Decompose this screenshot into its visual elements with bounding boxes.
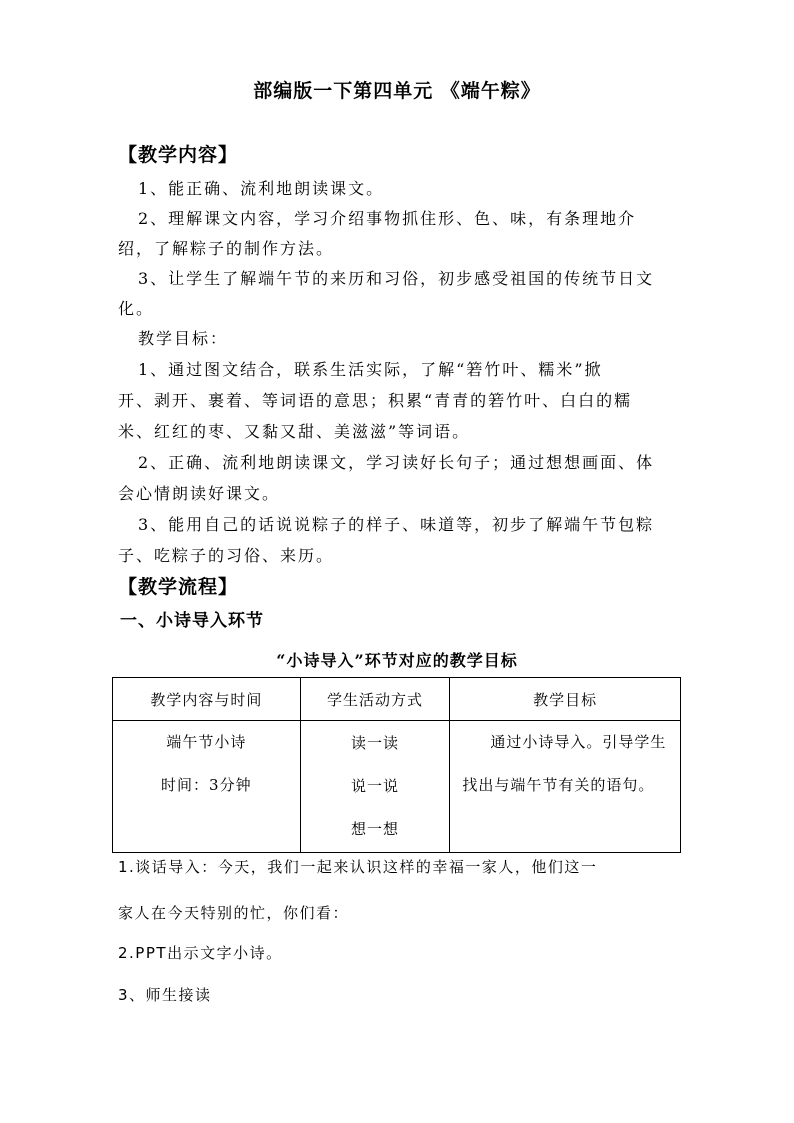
- content-line-3: 绍，了解粽子的制作方法。: [118, 239, 335, 258]
- step-line-3: 2.PPT出示文字小诗。: [118, 944, 283, 962]
- table-row: [113, 721, 681, 853]
- table-header-goal: 教学目标: [450, 678, 681, 721]
- content-line-1: 1、能正确、流利地朗读课文。: [138, 179, 385, 198]
- table-cell-goal: [450, 721, 681, 853]
- objective-line-6: 3、能用自己的话说说粽子的样子、味道等，初步了解端午节包粽: [138, 515, 655, 534]
- objective-line-7: 子、吃粽子的习俗、来历。: [118, 546, 335, 565]
- step-line-4: 3、师生接读: [118, 986, 212, 1004]
- objectives-table: [112, 677, 681, 853]
- content-section-heading: 【教学内容】: [118, 144, 239, 166]
- objective-line-3: 米、红红的枣、又黏又甜、美滋滋”等词语。: [118, 422, 471, 441]
- activity-item: 想一想: [351, 820, 400, 838]
- table-cell-content: [113, 721, 301, 853]
- table-caption: “小诗导入”环节对应的教学目标: [276, 651, 518, 670]
- step-line-2: 家人在今天特别的忙，你们看：: [118, 904, 350, 922]
- table-header-activity: 学生活动方式: [300, 678, 450, 721]
- step-line-1: 1.谈话导入：今天，我们一起来认识这样的幸福一家人，他们这一: [118, 858, 598, 876]
- objectives-heading: 教学目标：: [138, 329, 229, 348]
- table-header-row: [113, 678, 681, 721]
- objective-line-4: 2、正确、流利地朗读课文，学习读好长句子；通过想想画面、体: [138, 453, 655, 472]
- objective-line-2: 开、剥开、裹着、等词语的意思；积累“青青的箬竹叶、白白的糯: [118, 391, 633, 410]
- objective-line-1: 1、通过图文结合，联系生活实际，了解“箬竹叶、糯米”掀: [138, 360, 603, 379]
- process-section-heading: 【教学流程】: [118, 576, 239, 598]
- objective-line-5: 会心情朗读好课文。: [118, 484, 281, 503]
- document-title: 部编版一下第四单元 《端午粽》: [253, 80, 541, 102]
- activity-item: 读一读: [351, 734, 400, 752]
- goal-text: 通过小诗导入。引导学生找出与端午节有关的语句。: [462, 733, 667, 794]
- table-cell-activity: [300, 721, 450, 853]
- content-item: 端午节小诗: [166, 733, 247, 751]
- table-header-content: 教学内容与时间: [113, 678, 301, 721]
- content-item: 时间：3分钟: [161, 776, 252, 794]
- activity-item: 说一说: [351, 777, 400, 795]
- content-line-5: 化。: [118, 299, 155, 318]
- content-line-2: 2、理解课文内容，学习介绍事物抓住形、色、味，有条理地介: [138, 209, 637, 228]
- content-line-4: 3、让学生了解端午节的来历和习俗，初步感受祖国的传统节日文: [138, 269, 655, 288]
- step1-title: 一、小诗导入环节: [120, 611, 264, 631]
